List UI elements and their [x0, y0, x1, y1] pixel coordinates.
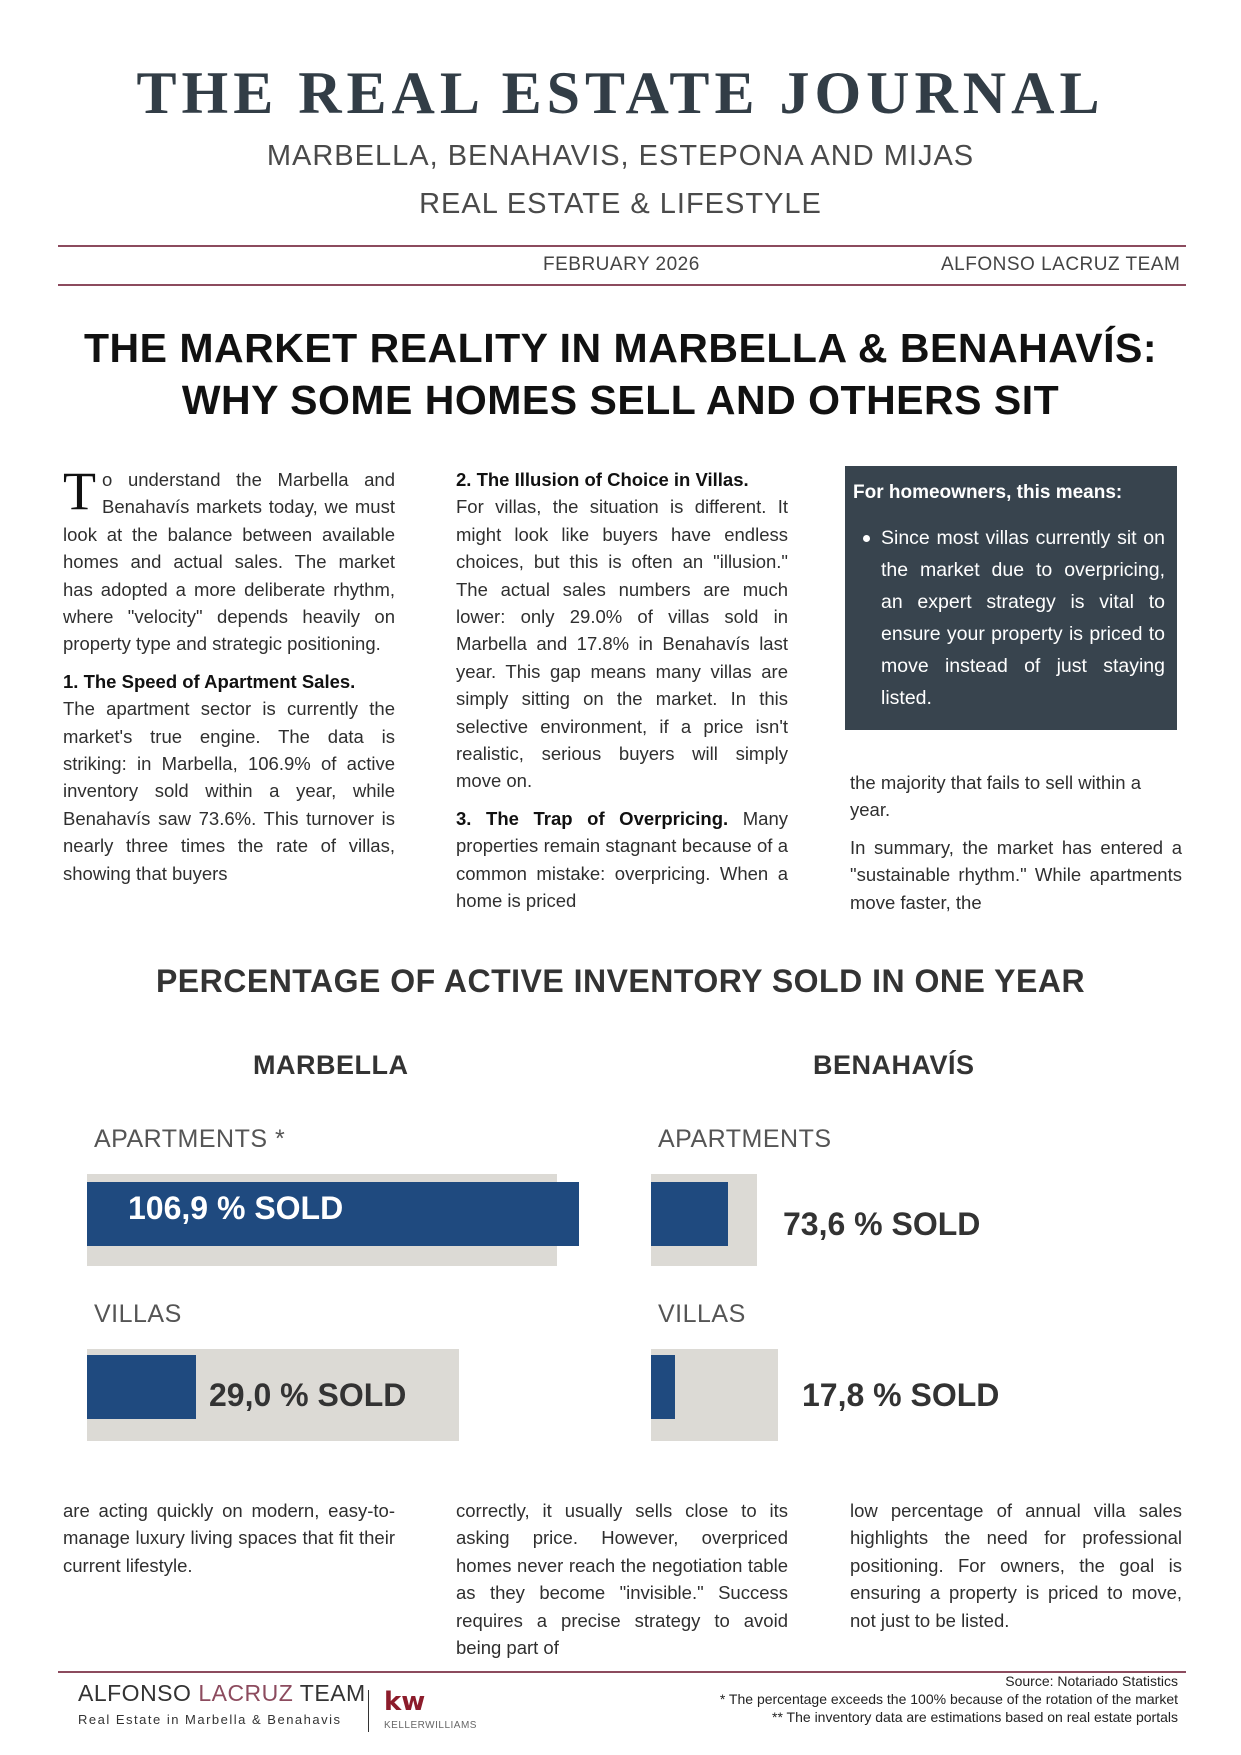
bar-marbella-villas [87, 1355, 196, 1419]
article-column-1 [63, 461, 395, 897]
marbella-apartments-label: APARTMENTS * [94, 1125, 286, 1153]
drop-cap: T [63, 461, 96, 521]
intro-text: o understand the Marbella and Benahavís markets today, we must look at the balance between available homes and actual sales. The market has adopted a more deliberate rhythm, where "velocity" depends heavily on property type and strategic positioning. [63, 469, 395, 655]
footnote-1: * The percentage exceeds the 100% because of the rotation of the market [719, 1691, 1178, 1707]
bar-benahavis-villas [651, 1355, 675, 1419]
region-marbella: MARBELLA [253, 1050, 409, 1080]
marbella-apartments-value: 106,9 % SOLD [128, 1190, 344, 1226]
team-brand [78, 1680, 366, 1707]
callout-bullet-text: Since most villas currently sit on the market due to overpricing, an expert strategy is vital to ensure your property is priced to move instead of just staying listed. [881, 527, 1165, 709]
brand-lacruz: LACRUZ [198, 1680, 294, 1706]
region-benahavis: BENAHAVÍS [813, 1050, 975, 1080]
column-2-continued: correctly, it usually sells close to its asking price. However, overpriced homes never reach the negotiation table as they become "invisible." Success requires a precise strategy to avoid being part of [456, 1500, 788, 1659]
keller-williams-name: KELLERWILLIAMS [384, 1720, 477, 1731]
benahavis-villas-label: VILLAS [658, 1300, 746, 1328]
intro-paragraph [63, 461, 395, 658]
footnote-2: ** The inventory data are estimations based on real estate portals [772, 1709, 1178, 1725]
bar-benahavis-apartments [651, 1182, 728, 1246]
section-1 [63, 668, 395, 887]
col3-paragraph-1: the majority that fails to sell within a year. [850, 772, 1141, 821]
section-3-text: Many properties remain stagnant because of a common mistake: overpricing. When a home is priced [456, 807, 789, 912]
benahavis-villas-value: 17,8 % SOLD [802, 1377, 1000, 1413]
callout-title: For homeowners, this means: [853, 482, 1123, 503]
headline-line-2: WHY SOME HOMES SELL AND OTHERS SIT [181, 377, 1060, 423]
footnotes [720, 1672, 1178, 1726]
section-1-heading: 1. The Speed of Apartment Sales. [63, 670, 356, 692]
marbella-villas-value: 29,0 % SOLD [209, 1377, 407, 1413]
issue-date: FEBRUARY 2026 [543, 254, 700, 275]
journal-subtitle-regions: MARBELLA, BENAHAVIS, ESTEPONA AND MIJAS [266, 140, 975, 172]
top-divider [58, 245, 1186, 247]
brand-team: TEAM [293, 1680, 366, 1706]
headline-line-1: THE MARKET REALITY IN MARBELLA & BENAHAVÍS: [83, 325, 1158, 371]
section-1-text: The apartment sector is currently the market's true engine. The data is striking: in Marbella, 106.9% of active inventory sold within a year, while Benahavís saw 73.6%. This turnover is nearly three times the rate of villas, showing that buyers [63, 698, 395, 884]
section-2-heading: 2. The Illusion of Choice in Villas. [456, 469, 749, 490]
journal-subtitle-lifestyle: REAL ESTATE & LIFESTYLE [419, 188, 822, 220]
section-3 [456, 805, 788, 915]
journal-title: THE REAL ESTATE JOURNAL [136, 60, 1105, 126]
bullet-icon [863, 535, 870, 542]
brand-alfonso: ALFONSO [78, 1680, 199, 1706]
section-2 [456, 466, 788, 795]
callout-bullet [853, 522, 1165, 714]
benahavis-apartments-value: 73,6 % SOLD [783, 1206, 981, 1242]
col3-paragraph-2: In summary, the market has entered a "sustainable rhythm." While apartments move faster, the [850, 836, 1182, 913]
kw-logo-icon: kw [384, 1687, 426, 1717]
article-column-2 [456, 466, 788, 925]
team-tagline: Real Estate in Marbella & Benahavis [78, 1712, 342, 1727]
dateline-divider [58, 284, 1186, 286]
homeowners-callout [845, 466, 1177, 730]
chart-title: PERCENTAGE OF ACTIVE INVENTORY SOLD IN ONE YEAR [155, 963, 1086, 999]
column-3-continued: low percentage of annual villa sales highlights the need for professional positioning. For owners, the goal is ensuring a property is priced to move, not just to be listed. [850, 1500, 1182, 1631]
footer-separator [368, 1690, 369, 1732]
column-1-continued: are acting quickly on modern, easy-to-manage luxury living spaces that fit their current lifestyle. [63, 1500, 395, 1576]
benahavis-apartments-label: APARTMENTS [658, 1125, 832, 1153]
marbella-villas-label: VILLAS [94, 1300, 182, 1328]
article-headline [40, 322, 1201, 426]
section-2-text: For villas, the situation is different. It might look like buyers have endless choices, but this is often an "illusion." The actual sales numbers are much lower: only 29.0% of villas sold in Marbella and 17.8% in Benahavís last year. This gap means many villas are simply sitting on the market. In this selective environment, if a price isn't realistic, serious buyers will simply move on. [456, 496, 788, 792]
source-note: Source: Notariado Statistics [1005, 1673, 1178, 1689]
issue-author: ALFONSO LACRUZ TEAM [941, 254, 1181, 275]
article-column-3 [850, 769, 1182, 926]
section-3-heading: 3. The Trap of Overpricing. [456, 807, 729, 829]
